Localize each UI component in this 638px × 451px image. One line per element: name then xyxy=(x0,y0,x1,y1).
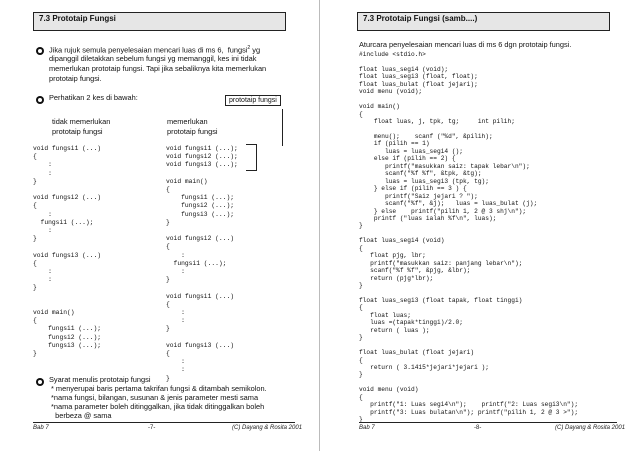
code-line: : xyxy=(33,169,52,177)
left-intro-line-1: Jika rujuk semula penyelesaian mencari luas di ms 6, fungsi$^2$ yg xyxy=(49,45,261,55)
code-line: return ( luas ); xyxy=(359,326,430,334)
code-line: : xyxy=(166,251,185,259)
code-line xyxy=(359,342,578,349)
code-line: else if (pilih == 2) { xyxy=(359,155,456,163)
code-line: void menu (void); xyxy=(359,88,423,96)
code-line: printf ("luas ialah %f\n", luas); xyxy=(359,214,497,222)
right-page xyxy=(319,0,638,451)
code-line: void fungsi2 (...) xyxy=(33,194,102,202)
col1-code-block xyxy=(33,145,101,358)
code-line: fungsi1 (...); xyxy=(33,325,102,333)
right-footer-chapter: Bab 7 xyxy=(359,425,375,431)
code-line xyxy=(33,186,101,194)
code-line: scanf("%f", &j); luas = luas_bulat (j); xyxy=(359,200,538,208)
left-footer-copyright: (C) Dayang & Rosita 2001 xyxy=(232,425,303,431)
code-line: { xyxy=(33,317,37,325)
code-line xyxy=(166,170,238,178)
col2-heading-1: memerlukan xyxy=(167,117,208,126)
left-footer-page: -7- xyxy=(148,425,156,431)
right-header-title: 7.3 Prototaip Fungsi (samb....) xyxy=(363,14,478,23)
code-line: { xyxy=(359,393,363,401)
code-line: #include <stdio.h> xyxy=(359,51,426,58)
code-line: return (pjg*lbr); xyxy=(359,274,434,282)
code-line: fungsi1 (...); xyxy=(166,259,227,267)
left-intro-yg: yg xyxy=(250,45,261,55)
code-line xyxy=(359,230,578,237)
code-line: float luas, j, tpk, tg; int pilih; xyxy=(359,118,515,126)
footer-rule xyxy=(359,422,617,423)
code-line: } xyxy=(359,371,363,379)
code-line: } xyxy=(33,350,37,358)
code-line: : xyxy=(166,317,185,325)
rule-line-2: *nama fungsi, bilangan, susunan & jenis parameter mesti sama xyxy=(51,393,259,402)
code-line: { xyxy=(33,202,37,210)
code-line: void fungsi1 (...); xyxy=(166,145,238,152)
code-line: float luas_segi3 (float tapak, float tinggi) xyxy=(359,296,523,304)
code-line: } xyxy=(166,218,170,226)
code-line xyxy=(33,243,101,251)
code-line: { xyxy=(166,300,170,308)
code-line: } else if (pilih == 3 ) { xyxy=(359,185,467,193)
code-line: void fungsi2 (...); xyxy=(166,153,238,161)
rule-line-3: *nama parameter boleh ditinggalkan, jika tidak ditinggalkan boleh xyxy=(51,402,265,411)
right-section-header xyxy=(357,12,610,31)
code-line: printf("Saiz jejari ? "); xyxy=(359,192,478,200)
compare-label: Perhatikan 2 kes di bawah: xyxy=(49,93,138,102)
code-line: fungsi1 (...); xyxy=(33,218,94,226)
code-line: void main() xyxy=(166,177,208,185)
code-line: fungsi3 (...); xyxy=(166,210,235,218)
code-line: : xyxy=(166,366,185,374)
code-line: printf("3: Luas bulatan\n"); printf("pilih 1, 2 @ 3 >"); xyxy=(359,408,579,416)
code-line: float luas_bulat (float jejari) xyxy=(359,349,475,357)
code-line: if (pilih == 1) xyxy=(359,140,430,148)
footer-rule xyxy=(33,422,295,423)
code-line: scanf("%f %f", &pjg, &lbr); xyxy=(359,267,471,275)
code-line: } xyxy=(33,235,37,243)
code-line: } xyxy=(359,334,363,342)
code-line: fungsi2 (...); xyxy=(166,202,235,210)
code-line: printf("masukkan saiz: tapak lebar\n"); xyxy=(359,162,530,170)
right-intro: Aturcara penyelesaian mencari luas di ms 6 dgn prototaip fungsi. xyxy=(359,40,572,49)
code-line: { xyxy=(166,243,170,251)
rule-line-4: berbeza @ sama xyxy=(51,411,112,420)
code-line: { xyxy=(166,186,170,194)
code-line xyxy=(166,284,238,292)
right-footer-page: -8- xyxy=(474,425,482,431)
col1-heading-2: prototaip fungsi xyxy=(52,127,103,136)
code-line: void fungsi3 (...) xyxy=(166,341,235,349)
code-line: { xyxy=(33,153,37,161)
code-line: } xyxy=(33,177,37,185)
code-line: } xyxy=(359,222,363,230)
code-line: : xyxy=(33,161,52,169)
right-footer-copyright: (C) Dayang & Rosita 2001 xyxy=(555,425,626,431)
col2-heading-2: prototaip fungsi xyxy=(167,127,218,136)
code-line xyxy=(359,290,578,297)
code-line xyxy=(359,58,578,65)
code-line: void fungsi3 (...) xyxy=(33,251,102,259)
prototype-bracket xyxy=(246,144,257,171)
code-line: : xyxy=(33,227,52,235)
rules-title: Syarat menulis prototaip fungsi xyxy=(49,375,151,384)
col2-code-block xyxy=(166,145,238,383)
col1-heading-1: tidak memerlukan xyxy=(52,117,111,126)
code-line: : xyxy=(33,268,52,276)
code-line xyxy=(359,96,578,103)
code-line: { xyxy=(359,244,363,252)
code-line: void fungsi1 (...) xyxy=(166,292,235,300)
left-intro-line-3: memerlukan prototaip fungsi. Tapi jika sebaliknya kita memerlukan xyxy=(49,64,267,73)
code-line: float luas; xyxy=(359,311,411,319)
left-section-header xyxy=(33,12,286,31)
code-line: { xyxy=(166,350,170,358)
code-line: void menu (void) xyxy=(359,386,419,394)
code-line: float luas_segi4 (void) xyxy=(359,237,445,245)
right-code-block xyxy=(359,51,578,424)
code-line: float luas_segi3 (float, float); xyxy=(359,73,478,81)
left-footer-chapter: Bab 7 xyxy=(33,425,49,431)
code-line: } xyxy=(166,325,170,333)
left-intro-line-2: dipanggil diletakkan sebelum fungsi yg memanggil, kes ini tidak xyxy=(49,54,257,63)
code-line xyxy=(359,379,578,386)
code-line: return ( 3.1415*jejari*jejari ); xyxy=(359,364,489,372)
left-header-title: 7.3 Prototaip Fungsi xyxy=(39,14,116,23)
code-line xyxy=(33,301,101,309)
code-line: fungsi3 (...); xyxy=(33,341,102,349)
code-line: { xyxy=(33,259,37,267)
code-line: } xyxy=(166,276,170,284)
code-line: : xyxy=(166,309,185,317)
bullet-icon xyxy=(36,96,44,104)
code-line: } else printf("pilih 1, 2 @ 3 shj\n"); xyxy=(359,207,527,215)
code-line: luas = luas_segi3 (tpk, tg); xyxy=(359,177,489,185)
code-line: void main() xyxy=(33,309,75,317)
bullet-icon xyxy=(36,378,44,386)
callout-prototaip: prototaip fungsi xyxy=(225,95,281,106)
code-line: { xyxy=(359,304,363,312)
code-line: { xyxy=(359,110,363,118)
code-line: : xyxy=(33,210,52,218)
code-line: float luas_segi4 (void); xyxy=(359,65,449,73)
code-line: luas =(tapak*tinggi)/2.0; xyxy=(359,319,463,327)
code-line: } xyxy=(33,284,37,292)
code-line: void fungsi1 (...) xyxy=(33,145,102,152)
code-line: float pjg, lbr; xyxy=(359,252,426,260)
code-line: luas = luas_segi4 (); xyxy=(359,147,463,155)
callout-connector xyxy=(282,109,283,146)
bullet-icon xyxy=(36,47,44,55)
code-line: } xyxy=(166,374,170,382)
code-line: void main() xyxy=(359,103,400,111)
code-line: printf("1: Luas segi4\n"); printf("2: Luas segi3\n"); xyxy=(359,401,579,409)
rule-line-1: * menyerupai baris pertama takrifan fungsi & ditambah semikolon. xyxy=(51,384,267,393)
code-line: printf("masukkan saiz: panjang lebar\n"); xyxy=(359,259,523,267)
code-line xyxy=(166,227,238,235)
left-intro-line-4: prototaip fungsi. xyxy=(49,74,102,83)
code-line: void fungsi2 (...) xyxy=(166,235,235,243)
code-line: : xyxy=(166,358,185,366)
code-line: { xyxy=(359,356,363,364)
code-line: } xyxy=(359,416,363,424)
code-line xyxy=(33,293,101,301)
code-line: scanf("%f %f", &tpk, &tg); xyxy=(359,170,482,178)
code-line: : xyxy=(166,268,185,276)
code-line: float luas_bulat (float jejari); xyxy=(359,80,478,88)
code-line: fungsi1 (...); xyxy=(166,194,235,202)
code-line xyxy=(359,126,578,133)
code-line xyxy=(166,334,238,342)
left-intro-superscript: 2 xyxy=(247,45,251,51)
code-line: } xyxy=(359,282,363,290)
code-line: fungsi2 (...); xyxy=(33,333,102,341)
code-line: menu(); scanf ("%d", &pilih); xyxy=(359,132,493,140)
code-line: : xyxy=(33,276,52,284)
code-line: void fungsi3 (...); xyxy=(166,161,238,169)
